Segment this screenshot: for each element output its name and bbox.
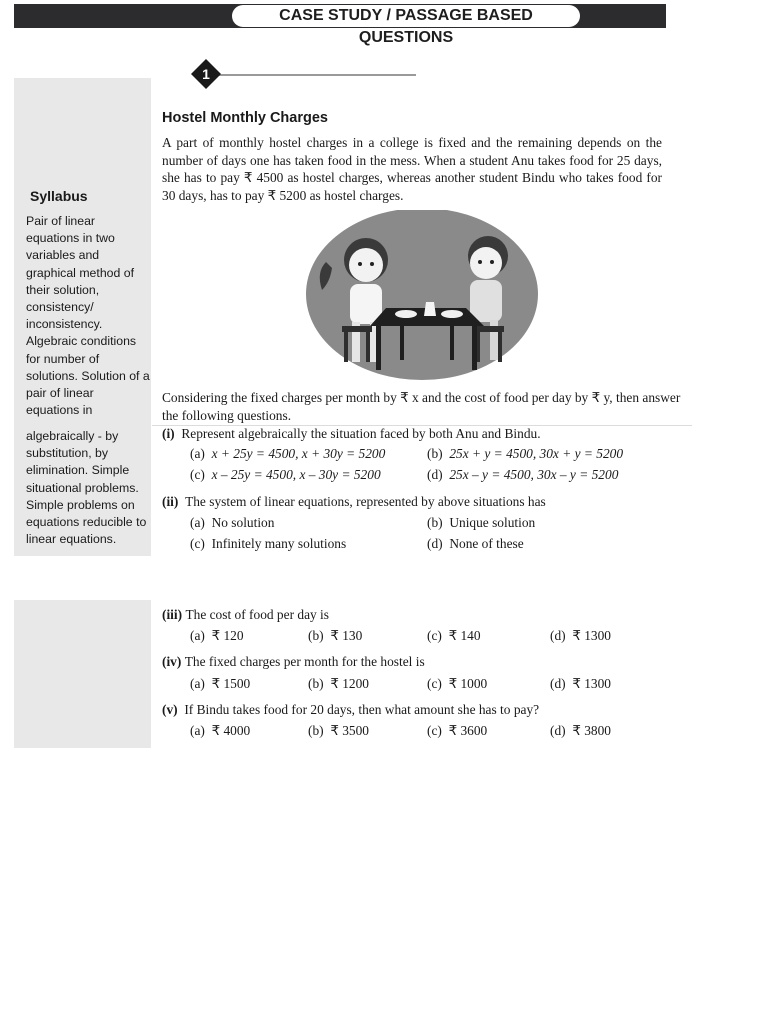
- question-3: [162, 607, 329, 623]
- option-4c[interactable]: (c) ₹ 1000: [427, 676, 488, 691]
- question-number: (ii): [162, 494, 179, 509]
- instruction-text: Considering the fixed charges per month by ₹ x and the cost of food per day by ₹ y, then answer the following questions.: [162, 390, 681, 423]
- option-3b[interactable]: (b) ₹ 130: [308, 628, 363, 643]
- option-5a[interactable]: (a) ₹ 4000: [190, 723, 251, 738]
- syllabus-text: Pair of linear equations in two variables and graphical method of their solution, consistency/ inconsistency. Algebraic conditions for number of solutions. Solution of a pair of linear equations in: [26, 214, 150, 418]
- children-eating-illustration: [300, 210, 538, 382]
- illustration-backdrop: [306, 210, 538, 380]
- syllabus-title: Syllabus: [30, 188, 88, 204]
- case-title: Hostel Monthly Charges: [162, 110, 328, 126]
- option-3a[interactable]: (a) ₹ 120: [190, 628, 244, 643]
- option-3c[interactable]: (c) ₹ 140: [427, 628, 481, 643]
- question-number: (iii): [162, 607, 183, 622]
- question-number: (v): [162, 702, 178, 717]
- question-text: The cost of food per day is: [185, 607, 329, 622]
- option-1d[interactable]: (d) 25x – y = 4500, 30x – y = 5200: [427, 467, 619, 482]
- option-4b[interactable]: (b) ₹ 1200: [308, 676, 369, 691]
- question-2: [162, 494, 546, 510]
- option-1a[interactable]: (a) x + 25y = 4500, x + 30y = 5200: [190, 446, 386, 461]
- option-2d[interactable]: (d) None of these: [427, 536, 524, 551]
- option-1b[interactable]: (b) 25x + y = 4500, 30x + y = 5200: [427, 446, 624, 461]
- option-5d[interactable]: (d) ₹ 3800: [550, 723, 611, 738]
- option-3d[interactable]: (d) ₹ 1300: [550, 628, 611, 643]
- question-4: [162, 654, 425, 670]
- option-1c[interactable]: (c) x – 25y = 4500, x – 30y = 5200: [190, 467, 381, 482]
- syllabus-text-continued: algebraically - by substitution, by elimination. Simple situational problems. Simple problems on equations reducible to linear equations.: [26, 429, 147, 547]
- question-number: (i): [162, 426, 175, 441]
- syllabus-panel-continued: [14, 600, 151, 748]
- question-text: The fixed charges per month for the hostel is: [184, 654, 425, 669]
- option-5b[interactable]: (b) ₹ 3500: [308, 723, 369, 738]
- option-2c[interactable]: (c) Infinitely many solutions: [190, 536, 347, 551]
- option-5c[interactable]: (c) ₹ 3600: [427, 723, 488, 738]
- title-rule: [213, 74, 416, 76]
- banner-title: CASE STUDY / PASSAGE BASED QUESTIONS: [232, 5, 580, 27]
- case-number: 1: [202, 66, 210, 82]
- question-text: Represent algebraically the situation faced by both Anu and Bindu.: [181, 426, 541, 441]
- option-4a[interactable]: (a) ₹ 1500: [190, 676, 251, 691]
- option-2b[interactable]: (b) Unique solution: [427, 515, 536, 530]
- question-text: The system of linear equations, represented by above situations has: [185, 494, 546, 509]
- option-4d[interactable]: (d) ₹ 1300: [550, 676, 611, 691]
- option-2a[interactable]: (a) No solution: [190, 515, 275, 530]
- case-number-badge: [190, 58, 222, 90]
- question-text: If Bindu takes food for 20 days, then what amount she has to pay?: [184, 702, 540, 717]
- case-passage: A part of monthly hostel charges in a college is fixed and the remaining depends on the number of days one has taken food in the mess. When a student Anu takes food for 25 days, she has to pay ₹ 4500 as hostel charges, whereas another student Bindu who takes food for 30 days, has to pay ₹ 5200 as hostel charges.: [162, 135, 662, 203]
- question-5: [162, 702, 539, 718]
- question-1: [162, 426, 541, 442]
- sidebar-spacer: [14, 30, 151, 78]
- question-number: (iv): [162, 654, 182, 669]
